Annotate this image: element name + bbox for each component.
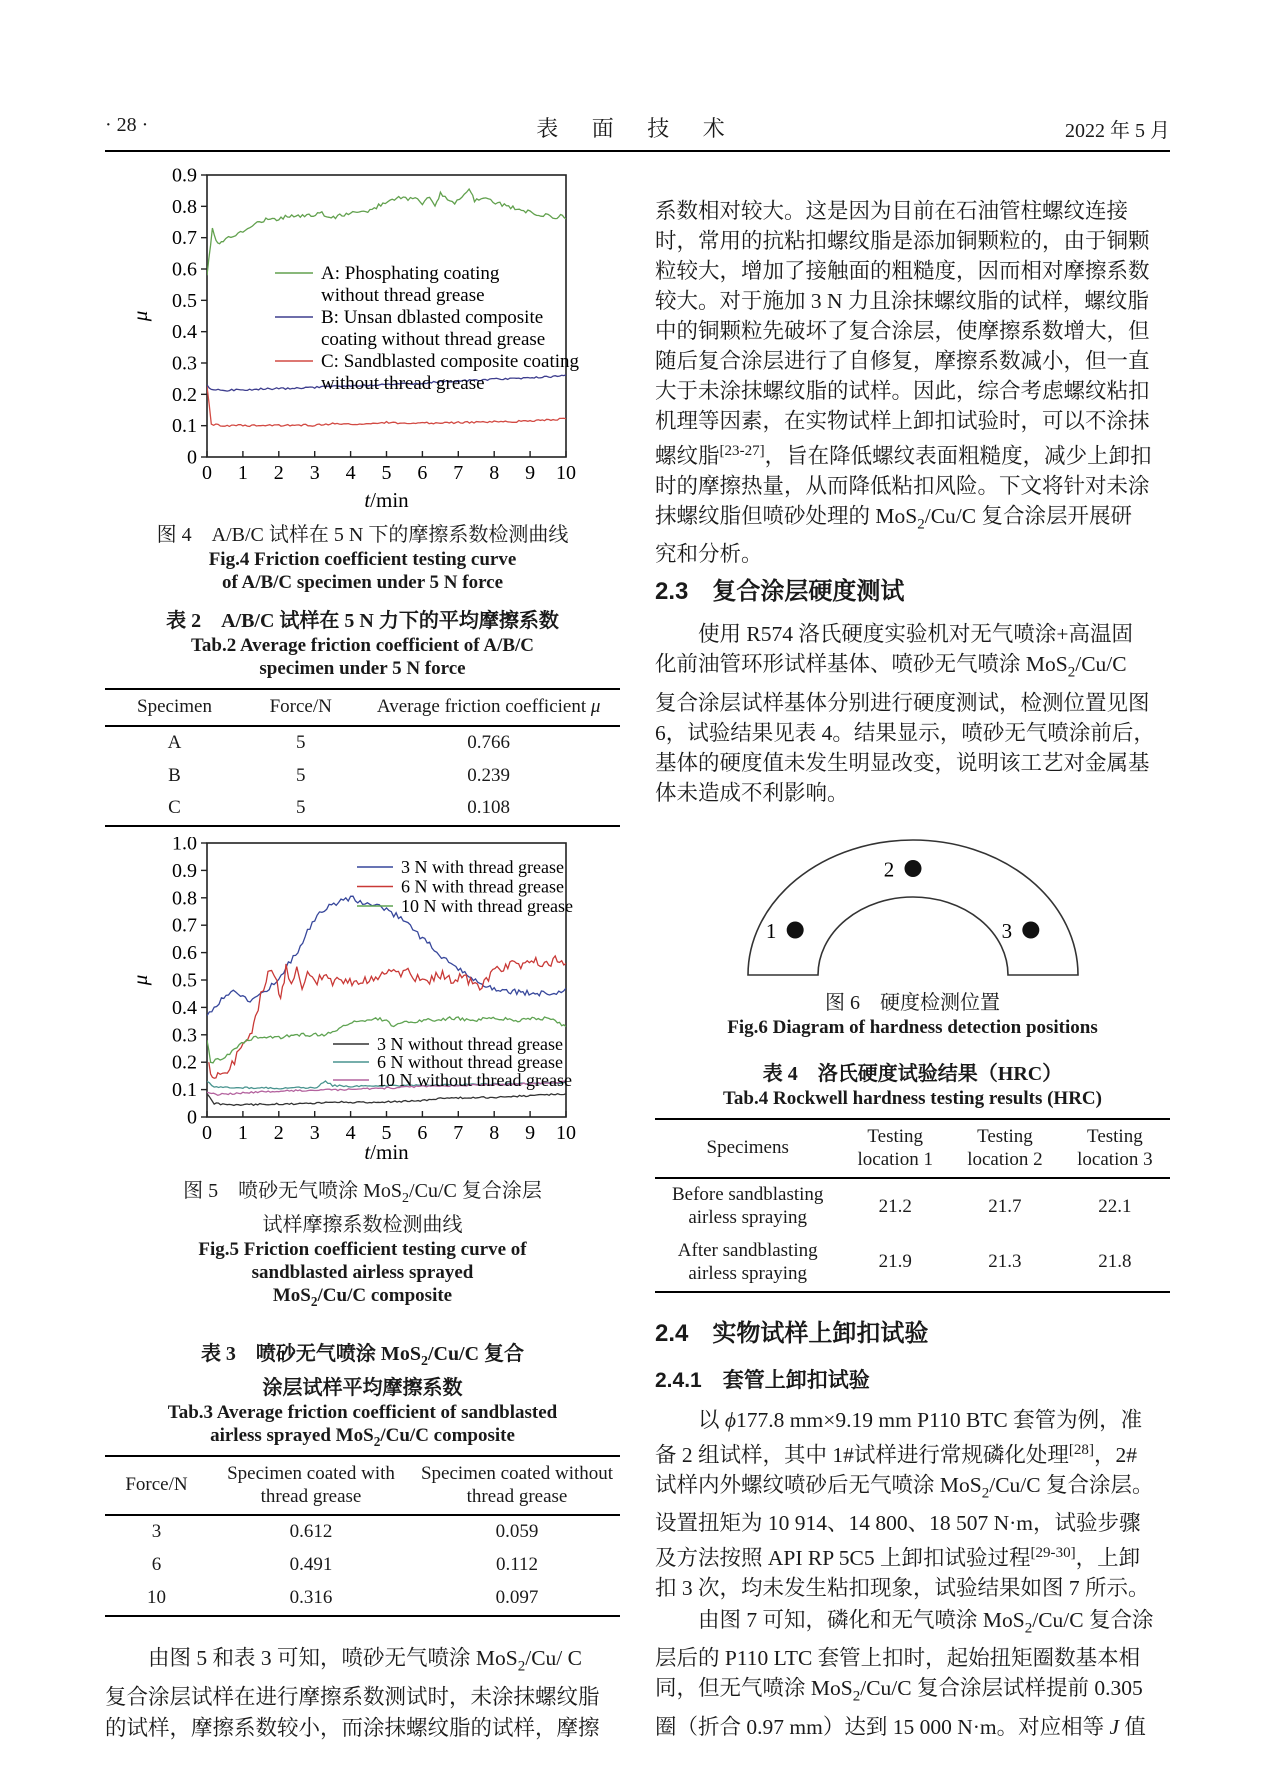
text-line: 粒较大，增加了接触面的粗糙度，因而相对摩擦系数: [655, 259, 1150, 283]
figure4-caption-zh: 图 4 A/B/C 试样在 5 N 下的摩擦系数检测曲线: [156, 524, 569, 546]
svg-text:μ: μ: [128, 310, 152, 322]
svg-text:4: 4: [345, 462, 356, 484]
svg-text:0.9: 0.9: [172, 165, 197, 187]
table-cell: 0.316: [289, 1586, 333, 1608]
svg-text:4: 4: [345, 1122, 356, 1145]
svg-text:8: 8: [489, 462, 500, 484]
svg-text:6: 6: [417, 1122, 428, 1145]
table-cell: 0.766: [467, 731, 511, 753]
column-header: Force/N: [244, 689, 357, 726]
svg-text:0.4: 0.4: [172, 997, 197, 1020]
text-line: 设置扭矩为 10 914、14 800、18 507 N·m，试验步骤: [655, 1510, 1141, 1535]
svg-text:1: 1: [237, 462, 248, 484]
svg-text:B: Unsan dblasted composite: B: Unsan dblasted composite: [321, 307, 544, 328]
svg-text:1: 1: [237, 1122, 248, 1145]
table-header: [655, 1119, 1170, 1179]
page-number: · 28 ·: [105, 114, 149, 136]
svg-text:2: 2: [273, 462, 284, 484]
column-header: Testing location 2: [950, 1119, 1060, 1179]
table4-title-en: Tab.4 Rockwell hardness testing results (HRC): [723, 1087, 1102, 1109]
svg-text:6 N with thread grease: 6 N with thread grease: [401, 876, 564, 897]
column-header: Specimen coated without thread grease: [414, 1456, 620, 1516]
table-cell: 22.1: [1098, 1195, 1132, 1217]
text-line: 6，试验结果见表 4。结果显示，喷砂无气喷涂前后，: [655, 720, 1155, 745]
left-column: [105, 165, 620, 1744]
table2-title-zh: 表 2 A/B/C 试样在 5 N 力下的平均摩擦系数: [166, 610, 559, 632]
table-row: [105, 760, 620, 793]
table-cell: 0.239: [467, 764, 511, 786]
table-cell: 0.612: [289, 1521, 333, 1543]
table2: [105, 688, 620, 827]
text-line: 层后的 P110 LTC 套管上扣时，起始扭矩圈数基本相: [655, 1646, 1141, 1671]
svg-text:0.1: 0.1: [172, 1079, 197, 1102]
figure6-caption-zh: 图 6 硬度检测位置: [825, 991, 1000, 1014]
table-row: [105, 1549, 620, 1582]
svg-text:0.2: 0.2: [172, 383, 197, 406]
journal-title: 表 面 技 术: [536, 116, 739, 141]
text-line: 的试样，摩擦系数较小，而涂抹螺纹脂的试样，摩擦: [105, 1716, 600, 1741]
table-row: [105, 1582, 620, 1616]
figure4-caption-en1: Fig.4 Friction coefficient testing curve: [208, 549, 517, 570]
table4: [655, 1118, 1170, 1293]
table-cell: 0.112: [495, 1554, 539, 1576]
page-header: [105, 112, 1170, 152]
svg-text:0.8: 0.8: [172, 887, 197, 910]
table3-title: [105, 1341, 620, 1453]
text-line: 以 ϕ177.8 mm×9.19 mm P110 BTC 套管为例，准: [655, 1407, 1143, 1432]
figure5-caption: [105, 1178, 620, 1313]
svg-text:2: 2: [273, 1122, 284, 1145]
svg-text:9: 9: [525, 462, 536, 484]
table-cell: 6: [151, 1554, 162, 1576]
svg-text:2: 2: [883, 857, 895, 882]
right-paragraph-3: [655, 1405, 1170, 1604]
column-header: Force/N: [105, 1456, 208, 1516]
text-line: 备 2 组试样，其中 1#试样进行常规磷化处理[28]，2#: [655, 1441, 1137, 1467]
table-row: [105, 1515, 620, 1549]
table-row: [655, 1178, 1170, 1235]
svg-text:A: Phosphating coating: A: Phosphating coating: [321, 263, 500, 284]
figure6-caption-en: Fig.6 Diagram of hardness detection positions: [727, 1016, 1098, 1038]
left-paragraph: [105, 1643, 620, 1744]
table2-title-en1: Tab.2 Average friction coefficient of A/B/C: [191, 635, 534, 656]
text-line: 时的摩擦热量，从而降低粘扣风险。下文将针对未涂: [655, 474, 1150, 499]
table-header: [105, 1456, 620, 1516]
figure4-chart: [105, 165, 620, 515]
svg-text:10 N with thread grease: 10 N with thread grease: [401, 896, 573, 917]
right-paragraph-2: [655, 619, 1170, 807]
table-row: [655, 1235, 1170, 1292]
text-line: 机理等因素，在实物试样上卸扣试验时，可以不涂抹: [655, 409, 1150, 433]
text-line: 及方法按照 API RP 5C5 上卸扣试验过程[29-30]，上卸: [655, 1544, 1141, 1571]
text-line: 复合涂层试样基体分别进行硬度测试，检测位置见图: [655, 690, 1150, 715]
issue-date: 2022 年 5 月: [1065, 120, 1170, 142]
figure4-caption-en2: of A/B/C specimen under 5 N force: [221, 572, 504, 593]
svg-text:1: 1: [765, 918, 777, 943]
svg-text:without thread grease: without thread grease: [321, 373, 485, 394]
table-cell: 21.9: [878, 1251, 912, 1273]
table3-title-en2: airless sprayed MoS$_2$/Cu/C composite: [210, 1424, 515, 1449]
svg-text:0.3: 0.3: [172, 1024, 197, 1047]
svg-text:7: 7: [453, 1122, 464, 1145]
text-line: 究和分析。: [655, 542, 763, 567]
figure6-block: [655, 820, 1170, 1039]
table-header: [105, 689, 620, 726]
svg-text:0.1: 0.1: [172, 415, 197, 438]
svg-text:0: 0: [202, 462, 212, 484]
section-2-3-heading: 2.3 复合涂层硬度测试: [655, 578, 905, 606]
svg-text:8: 8: [489, 1122, 500, 1145]
table-cell: 21.7: [988, 1195, 1022, 1217]
text-line: 化前油管环形试样基体、喷砂无气喷涂 MoS$_2$/Cu/C: [655, 652, 1127, 681]
svg-text:0.9: 0.9: [172, 860, 197, 883]
svg-text:0.8: 0.8: [172, 195, 197, 218]
table-cell: 0.491: [289, 1554, 333, 1576]
svg-text:t/min: t/min: [364, 1140, 409, 1165]
svg-text:7: 7: [453, 462, 464, 484]
table-cell: B: [168, 764, 181, 786]
column-header: Specimen: [105, 689, 244, 726]
table-cell: 21.2: [878, 1195, 912, 1217]
svg-text:5: 5: [381, 462, 392, 484]
svg-text:0.5: 0.5: [172, 289, 197, 312]
svg-text:0: 0: [202, 1122, 212, 1145]
text-line: 时，常用的抗粘扣螺纹脂是添加铜颗粒的，由于铜颗: [655, 229, 1150, 253]
section-2-4-1-heading: 2.4.1 套管上卸扣试验: [655, 1368, 870, 1392]
table-cell: C: [168, 797, 181, 819]
table2-title-en2: specimen under 5 N force: [259, 658, 466, 679]
svg-text:0.3: 0.3: [172, 352, 197, 375]
svg-text:3 N without thread grease: 3 N without thread grease: [377, 1034, 563, 1055]
figure5-chart: [105, 837, 620, 1167]
figure4-caption: [105, 522, 620, 594]
svg-text:6: 6: [417, 462, 428, 484]
svg-text:coating without thread grease: coating without thread grease: [321, 329, 546, 350]
figure5-caption-en2: sandblasted airless sprayed: [251, 1262, 474, 1284]
text-line: 较大。对于施加 3 N 力且涂抹螺纹脂的试样，螺纹脂: [655, 289, 1149, 313]
svg-text:t/min: t/min: [364, 488, 409, 512]
svg-text:C: Sandblasted composite coati: C: Sandblasted composite coating: [321, 351, 580, 372]
table4-title: [655, 1061, 1170, 1110]
svg-text:10: 10: [556, 462, 576, 484]
table-cell: 21.8: [1098, 1251, 1132, 1273]
table-cell: 0.097: [495, 1586, 539, 1608]
column-header: Testing location 1: [840, 1119, 950, 1179]
table-row: [105, 792, 620, 826]
table-cell: 21.3: [988, 1251, 1022, 1273]
right-paragraph-4: [655, 1605, 1170, 1742]
text-line: 大于未涂抹螺纹脂的试样。因此，综合考虑螺纹粘扣: [655, 379, 1150, 403]
text-line: 圈（折合 0.97 mm）达到 15 000 N·m。对应相等 J 值: [655, 1714, 1146, 1739]
text-line: 体未造成不利影响。: [655, 780, 849, 805]
svg-text:0: 0: [187, 1106, 197, 1129]
svg-text:9: 9: [525, 1122, 536, 1145]
table3: [105, 1455, 620, 1617]
text-line: 由图 5 和表 3 可知，喷砂无气喷涂 MoS$_2$/Cu/ C: [105, 1645, 582, 1675]
svg-text:3: 3: [309, 462, 320, 484]
text-line: 抹螺纹脂但喷砂处理的 MoS$_2$/Cu/C 复合涂层开展研: [655, 504, 1132, 533]
text-line: 试样内外螺纹喷砂后无气喷涂 MoS$_2$/Cu/C 复合涂层。: [655, 1472, 1154, 1501]
svg-text:3: 3: [1001, 918, 1013, 943]
svg-text:μ: μ: [128, 974, 152, 986]
text-line: 复合涂层试样在进行摩擦系数测试时，未涂抹螺纹脂: [105, 1685, 600, 1710]
right-column: [655, 165, 1170, 1742]
table-cell: 3: [151, 1521, 162, 1543]
column-header: Average friction coefficient μ: [357, 689, 620, 726]
table-row: [105, 726, 620, 760]
column-header: Testing location 3: [1060, 1119, 1170, 1179]
table3-title-zh2: 涂层试样平均摩擦系数: [262, 1376, 463, 1399]
svg-text:0.4: 0.4: [172, 321, 197, 344]
table-cell: 5: [295, 764, 306, 786]
svg-text:0.6: 0.6: [172, 258, 197, 281]
table-cell: 0.059: [495, 1521, 539, 1543]
svg-text:3: 3: [309, 1122, 320, 1145]
figure5-caption-zh1: 图 5 喷砂无气喷涂 MoS$_2$/Cu/C 复合涂层: [183, 1180, 542, 1207]
svg-text:3 N with thread grease: 3 N with thread grease: [401, 857, 564, 878]
svg-text:0.5: 0.5: [172, 969, 197, 992]
table-cell: After sandblasting airless spraying: [677, 1239, 818, 1284]
section-2-4-heading: 2.4 实物试样上卸扣试验: [655, 1319, 929, 1347]
table3-title-en1: Tab.3 Average friction coefficient of sandblasted: [167, 1401, 558, 1423]
text-line: 螺纹脂[23-27]，旨在降低螺纹表面粗糙度，减少上卸扣: [655, 443, 1152, 469]
table-cell: Before sandblasting airless spraying: [671, 1184, 824, 1229]
text-line: 使用 R574 洛氏硬度实验机对无气喷涂+高温固: [655, 622, 1133, 647]
table2-title: [105, 608, 620, 680]
svg-text:10: 10: [556, 1122, 576, 1145]
text-line: 同，但无气喷涂 MoS$_2$/Cu/C 复合涂层试样提前 0.305: [655, 1676, 1143, 1705]
text-line: 扣 3 次，均未发生粘扣现象，试验结果如图 7 所示。: [655, 1576, 1150, 1601]
text-line: 随后复合涂层进行了自修复，摩擦系数减小，但一直: [655, 349, 1150, 373]
table3-title-zh1: 表 3 喷砂无气喷涂 MoS$_2$/Cu/C 复合: [200, 1342, 525, 1369]
figure6-diagram: [655, 820, 1170, 985]
column-header: Specimens: [655, 1119, 840, 1179]
svg-text:0.7: 0.7: [172, 227, 197, 250]
svg-text:0: 0: [187, 446, 197, 469]
figure5-caption-zh2: 试样摩擦系数检测曲线: [262, 1214, 463, 1237]
right-paragraph-1: [655, 196, 1170, 569]
table-cell: 5: [295, 797, 306, 819]
table-cell: 0.108: [467, 797, 511, 819]
text-line: 基体的硬度值未发生明显改变，说明该工艺对金属基: [655, 750, 1150, 775]
svg-text:6 N without thread grease: 6 N without thread grease: [377, 1052, 563, 1073]
svg-text:without thread grease: without thread grease: [321, 285, 485, 306]
table-cell: A: [167, 731, 182, 753]
svg-text:0.7: 0.7: [172, 914, 197, 937]
svg-text:0.2: 0.2: [172, 1051, 197, 1074]
text-line: 由图 7 可知，磷化和无气喷涂 MoS$_2$/Cu/C 复合涂: [655, 1608, 1154, 1637]
text-line: 系数相对较大。这是因为目前在石油管柱螺纹连接: [655, 199, 1129, 223]
svg-text:10 N without thread grease: 10 N without thread grease: [377, 1070, 572, 1091]
table-cell: 5: [295, 731, 306, 753]
svg-text:5: 5: [381, 1122, 392, 1145]
table-cell: 10: [147, 1586, 166, 1608]
table4-title-zh: 表 4 洛氏硬度试验结果（HRC）: [762, 1062, 1063, 1085]
column-header: Specimen coated with thread grease: [208, 1456, 414, 1516]
figure5-caption-en3: MoS$_2$/Cu/C composite: [272, 1285, 453, 1309]
text-line: 中的铜颗粒先破坏了复合涂层，使摩擦系数增大，但: [655, 319, 1150, 343]
svg-text:0.6: 0.6: [172, 942, 197, 965]
figure5-caption-en1: Fig.5 Friction coefficient testing curve of: [198, 1239, 527, 1261]
svg-text:1.0: 1.0: [172, 837, 197, 855]
